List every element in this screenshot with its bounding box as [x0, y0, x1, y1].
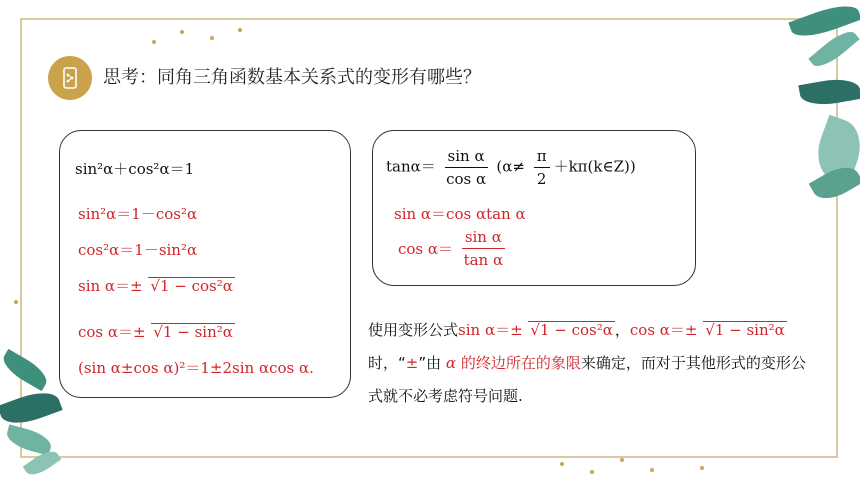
page-title: 思考：同角三角函数基本关系式的变形有哪些？ [103, 67, 481, 88]
tan-formula-prefix: tanα＝ [386, 157, 436, 176]
formula-cos-root-prefix: cos α＝± [78, 323, 151, 341]
para-quadrant-text: 的终边所在的象限 [456, 354, 581, 372]
decor-dot [14, 300, 18, 304]
para-text-3: ”由 [418, 354, 446, 372]
phone-share-icon [58, 66, 82, 90]
formula-sin-root-radical: √1 − cos²α [150, 277, 233, 295]
cos-fraction [462, 228, 505, 269]
formula-sin-root [78, 275, 235, 296]
formula-cos-squared: cos²α＝1－sin²α [78, 241, 198, 259]
tan-fraction-denominator: cos α [446, 170, 487, 188]
tan-formula [386, 147, 636, 188]
para-formula-sin-prefix: sin α＝± [458, 321, 528, 339]
decor-dot [650, 468, 654, 472]
para-text-2: 时，“ [368, 354, 406, 372]
cos-fraction-numerator: sin α [462, 228, 505, 249]
thinking-badge [48, 56, 92, 100]
formula-cos-over-tan-prefix: cos α＝ [398, 240, 454, 258]
identity-formula: sin²α＋cos²α＝1 [75, 160, 195, 178]
cos-fraction-denominator: tan α [463, 251, 504, 269]
formula-sin-squared: sin²α＝1－cos²α [78, 205, 198, 223]
para-formula-cos-radical: √1 − sin²α [705, 321, 785, 339]
formula-square-expand: (sin α±cos α)²＝1±2sin αcos α. [78, 359, 314, 377]
explanation-paragraph [368, 314, 818, 413]
formula-sin-root-prefix: sin α＝± [78, 277, 148, 295]
para-text-5: 来确定，而对于其他形式的变形公式就不必考虑符号问题. [368, 354, 806, 405]
decor-dot [560, 462, 564, 466]
tan-fraction [445, 147, 488, 188]
formula-cos-root [78, 321, 235, 342]
decor-dot [152, 40, 156, 44]
tan-condition-prefix: (α≠ [496, 157, 525, 176]
decor-dot [590, 470, 594, 474]
decor-dot [238, 28, 242, 32]
para-formula-cos-prefix: cos α＝± [629, 321, 703, 339]
formula-cos-root-radical: √1 − sin²α [153, 323, 233, 341]
para-formula-sin-radical: √1 − cos²α [530, 321, 613, 339]
pi-fraction-numerator: π [534, 147, 550, 168]
para-plus-minus: ± [405, 354, 419, 372]
decor-dot [180, 30, 184, 34]
tan-fraction-numerator: sin α [445, 147, 488, 168]
para-alpha: α [445, 354, 457, 372]
pi-fraction-denominator: 2 [536, 170, 547, 188]
para-separator: ， [614, 321, 630, 339]
decor-dot [620, 458, 624, 462]
para-text-1: 使用变形公式 [368, 321, 459, 339]
pi-fraction [534, 147, 550, 188]
decor-dot [210, 36, 214, 40]
formula-sin-tan: sin α＝cos αtan α [394, 205, 526, 223]
formula-cos-over-tan [398, 228, 509, 269]
tan-condition-suffix: ＋kπ(k∈Z)) [553, 157, 636, 176]
decor-dot [700, 466, 704, 470]
